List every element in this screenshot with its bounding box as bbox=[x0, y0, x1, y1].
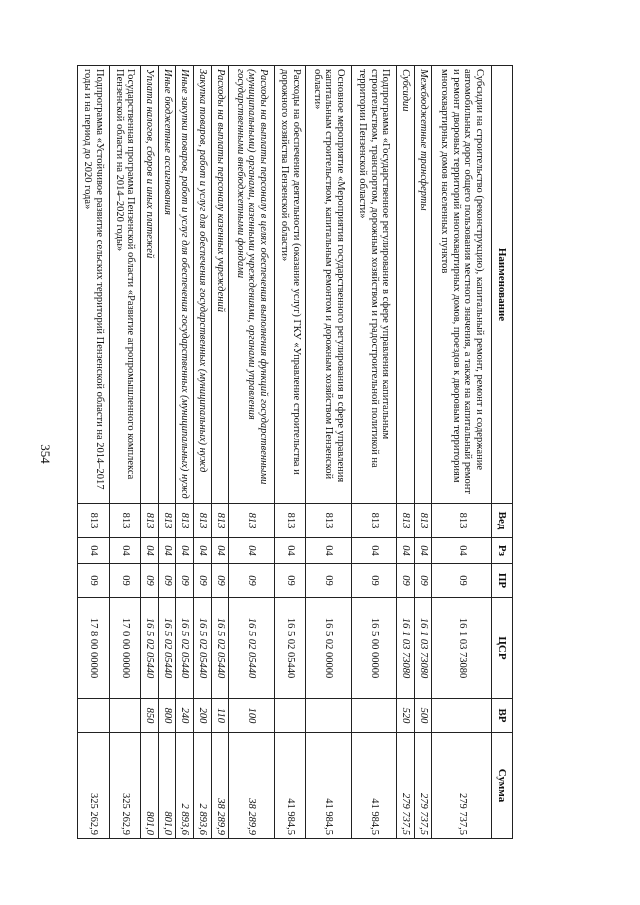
table-row bbox=[229, 66, 275, 839]
table-header-row bbox=[492, 66, 513, 839]
cell-rz: 04 bbox=[176, 538, 194, 564]
cell-sum: 41 984,5 bbox=[351, 733, 397, 839]
rotated-table-frame bbox=[77, 65, 513, 838]
cell-pr: 09 bbox=[78, 564, 110, 598]
cell-vr: 500 bbox=[414, 699, 432, 733]
cell-csr: 16 5 02 00000 bbox=[306, 598, 352, 699]
header-rz: Рз bbox=[492, 538, 513, 564]
cell-vr: 850 bbox=[141, 699, 159, 733]
cell-name: Закупка товаров, работ и услуг для обеспечения государственных (муниципальных) нужд bbox=[193, 66, 211, 504]
cell-csr: 16 5 02 05440 bbox=[193, 598, 211, 699]
table-row bbox=[141, 66, 159, 839]
cell-rz: 04 bbox=[397, 538, 415, 564]
table-body bbox=[78, 66, 492, 839]
cell-pr: 09 bbox=[109, 564, 141, 598]
cell-rz: 04 bbox=[211, 538, 229, 564]
table-row bbox=[397, 66, 415, 839]
cell-ved: 813 bbox=[78, 504, 110, 538]
cell-sum: 2 893,6 bbox=[193, 733, 211, 839]
cell-csr: 17 0 00 00000 bbox=[109, 598, 141, 699]
cell-csr: 16 5 02 05440 bbox=[274, 598, 306, 699]
cell-sum: 279 737,5 bbox=[414, 733, 432, 839]
cell-sum: 2 893,6 bbox=[176, 733, 194, 839]
cell-vr: 800 bbox=[158, 699, 176, 733]
table-row bbox=[109, 66, 141, 839]
cell-ved: 813 bbox=[109, 504, 141, 538]
cell-pr: 09 bbox=[176, 564, 194, 598]
cell-rz: 04 bbox=[432, 538, 492, 564]
cell-ved: 813 bbox=[414, 504, 432, 538]
cell-vr bbox=[306, 699, 352, 733]
cell-rz: 04 bbox=[141, 538, 159, 564]
table-row bbox=[351, 66, 397, 839]
cell-ved: 813 bbox=[141, 504, 159, 538]
cell-rz: 04 bbox=[158, 538, 176, 564]
cell-vr: 200 bbox=[193, 699, 211, 733]
table-row bbox=[176, 66, 194, 839]
cell-name: Подпрограмма «Устойчивое развитие сельских территорий Пензенской области на 2014–2017 годы и на период до 2020 года» bbox=[78, 66, 110, 504]
cell-rz: 04 bbox=[306, 538, 352, 564]
cell-name: Субсидии bbox=[397, 66, 415, 504]
rotated-table-inner bbox=[77, 65, 513, 838]
cell-rz: 04 bbox=[274, 538, 306, 564]
cell-csr: 16 5 02 05440 bbox=[158, 598, 176, 699]
cell-ved: 813 bbox=[274, 504, 306, 538]
cell-vr: 100 bbox=[229, 699, 275, 733]
cell-csr: 16 1 03 73080 bbox=[397, 598, 415, 699]
cell-vr: 110 bbox=[211, 699, 229, 733]
cell-pr: 09 bbox=[211, 564, 229, 598]
cell-rz: 04 bbox=[193, 538, 211, 564]
table-row bbox=[211, 66, 229, 839]
cell-sum: 325 262,9 bbox=[78, 733, 110, 839]
cell-pr: 09 bbox=[274, 564, 306, 598]
header-pr: ПР bbox=[492, 564, 513, 598]
cell-csr: 16 5 02 05440 bbox=[176, 598, 194, 699]
cell-ved: 813 bbox=[432, 504, 492, 538]
cell-pr: 09 bbox=[141, 564, 159, 598]
cell-rz: 04 bbox=[351, 538, 397, 564]
cell-sum: 41 984,5 bbox=[306, 733, 352, 839]
cell-sum: 38 289,9 bbox=[211, 733, 229, 839]
cell-name: Расходы на выплаты персоналу в целях обеспечения выполнения функций государственными (муниципальными) органами, казенными учреждениями, органами управления государственными внебюджетными фондами bbox=[229, 66, 275, 504]
cell-csr: 16 1 03 73080 bbox=[432, 598, 492, 699]
header-name: Наименование bbox=[492, 66, 513, 504]
cell-ved: 813 bbox=[397, 504, 415, 538]
cell-name: Межбюджетные трансферты bbox=[414, 66, 432, 504]
cell-sum: 38 289,9 bbox=[229, 733, 275, 839]
cell-vr bbox=[78, 699, 110, 733]
cell-sum: 41 984,5 bbox=[274, 733, 306, 839]
cell-name: Иные закупки товаров, работ и услуг для обеспечения государственных (муниципальных) нужд bbox=[176, 66, 194, 504]
page-number: 354 bbox=[38, 444, 53, 464]
cell-pr: 09 bbox=[414, 564, 432, 598]
cell-pr: 09 bbox=[158, 564, 176, 598]
cell-ved: 813 bbox=[211, 504, 229, 538]
cell-sum: 325 262,9 bbox=[109, 733, 141, 839]
cell-name: Уплата налогов, сборов и иных платежей bbox=[141, 66, 159, 504]
cell-rz: 04 bbox=[78, 538, 110, 564]
table-row bbox=[193, 66, 211, 839]
cell-sum: 801,0 bbox=[158, 733, 176, 839]
cell-pr: 09 bbox=[229, 564, 275, 598]
cell-ved: 813 bbox=[193, 504, 211, 538]
header-csr: ЦСР bbox=[492, 598, 513, 699]
cell-vr: 520 bbox=[397, 699, 415, 733]
cell-csr: 16 5 00 00000 bbox=[351, 598, 397, 699]
cell-pr: 09 bbox=[351, 564, 397, 598]
cell-pr: 09 bbox=[397, 564, 415, 598]
cell-csr: 16 5 02 05440 bbox=[211, 598, 229, 699]
table-row bbox=[306, 66, 352, 839]
cell-ved: 813 bbox=[306, 504, 352, 538]
header-sum: Сумма bbox=[492, 733, 513, 839]
cell-rz: 04 bbox=[229, 538, 275, 564]
cell-pr: 09 bbox=[306, 564, 352, 598]
cell-name: Основное мероприятие «Мероприятия государственного регулирования в сфере управления капитальным строительством, капитальным ремонтом и дорожным хозяйством Пензенской области» bbox=[306, 66, 352, 504]
cell-rz: 04 bbox=[414, 538, 432, 564]
cell-name: Субсидии на строительство (реконструкцию), капитальный ремонт, ремонт и содержание автомобильных дорог общего пользования местного значения, а также на капитальный ремонт и ремонт дворовых территорий многоквартирных домов, проездов к дворовым территориям многоквартирных домов населенных пунктов bbox=[432, 66, 492, 504]
cell-name: Государственная программа Пензенской области «Развитие агропромышленного комплекса Пензенской области на 2014–2020 годы» bbox=[109, 66, 141, 504]
table-row bbox=[274, 66, 306, 839]
cell-rz: 04 bbox=[109, 538, 141, 564]
cell-ved: 813 bbox=[229, 504, 275, 538]
cell-sum: 279 737,5 bbox=[432, 733, 492, 839]
cell-name: Подпрограмма «Государственное регулирование в сфере управления капитальным строительством, транспортом, дорожным хозяйством и градостроительной политикой на территории Пензенской области» bbox=[351, 66, 397, 504]
cell-vr bbox=[432, 699, 492, 733]
cell-csr: 16 5 02 05440 bbox=[141, 598, 159, 699]
cell-vr: 240 bbox=[176, 699, 194, 733]
table-row bbox=[432, 66, 492, 839]
cell-name: Расходы на выплаты персоналу казенных учреждений bbox=[211, 66, 229, 504]
cell-name: Расходы на обеспечение деятельности (оказание услуг) ГКУ «Управление строительства и дорожного хозяйства Пензенской области» bbox=[274, 66, 306, 504]
cell-csr: 16 1 03 73080 bbox=[414, 598, 432, 699]
cell-ved: 813 bbox=[176, 504, 194, 538]
table-row bbox=[158, 66, 176, 839]
table-row bbox=[78, 66, 110, 839]
budget-table bbox=[77, 65, 513, 839]
cell-csr: 17 8 00 00000 bbox=[78, 598, 110, 699]
cell-ved: 813 bbox=[351, 504, 397, 538]
cell-vr bbox=[109, 699, 141, 733]
cell-csr: 16 5 02 05440 bbox=[229, 598, 275, 699]
table-row bbox=[414, 66, 432, 839]
cell-vr bbox=[351, 699, 397, 733]
cell-pr: 09 bbox=[193, 564, 211, 598]
cell-sum: 801,0 bbox=[141, 733, 159, 839]
cell-name: Иные бюджетные ассигнования bbox=[158, 66, 176, 504]
cell-vr bbox=[274, 699, 306, 733]
cell-sum: 279 737,5 bbox=[397, 733, 415, 839]
cell-pr: 09 bbox=[432, 564, 492, 598]
cell-ved: 813 bbox=[158, 504, 176, 538]
header-vr: ВР bbox=[492, 699, 513, 733]
header-ved: Вед bbox=[492, 504, 513, 538]
